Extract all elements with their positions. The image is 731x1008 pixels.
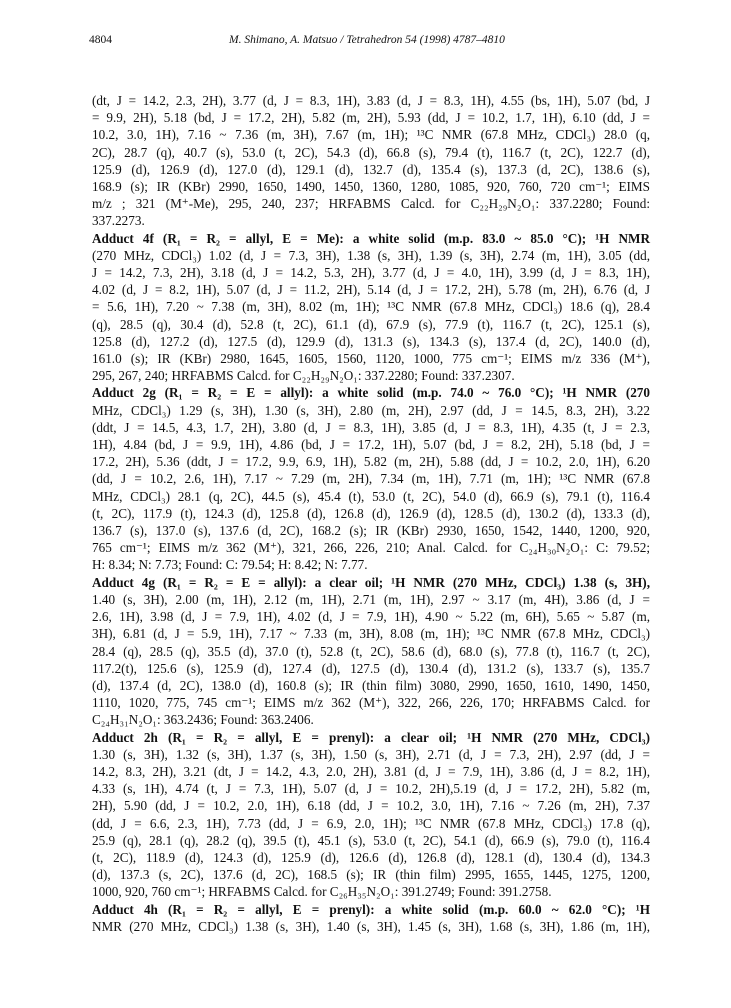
text-line-adduct-2g: Adduct 2g (R₁ = R₂ = E = allyl): a white solid (m.p. 74.0 ~ 76.0 °C); ¹H NMR (270 xyxy=(92,385,650,401)
text-line: 1110, 1020, 775, 745 cm⁻¹; EIMS m/z 362 (M⁺), 322, 266, 226, 170; HRFABMS Calcd. for xyxy=(92,695,650,711)
text-line: 125.8 (d), 127.2 (d), 127.5 (d), 129.9 (d), 131.3 (s), 134.3 (s), 137.4 (d, 2C), 140.0 (d), xyxy=(92,333,650,349)
text-line-adduct-4h: Adduct 4h (R₁ = R₂ = allyl, E = prenyl): a white solid (m.p. 60.0 ~ 62.0 °C); ¹H xyxy=(92,901,650,917)
text-line: = 5.6, 1H), 7.20 ~ 7.38 (m, 3H), 8.02 (m, 1H); ¹³C NMR (67.8 MHz, CDCl₃) 18.6 (q), 28.4 xyxy=(92,299,650,315)
text-line: 2H), 5.90 (dd, J = 10.2, 2.0, 1H), 6.18 (dd, J = 10.2, 3.0, 1H), 7.16 ~ 7.26 (m, 2H), 7.37 xyxy=(92,798,650,814)
page-number: 4804 xyxy=(89,34,112,46)
text-line: (t, 2C), 117.9 (t), 124.3 (d), 125.8 (d), 126.8 (d), 126.9 (d), 128.5 (d), 130.2 (d), 133.3 (d), xyxy=(92,505,650,521)
text-line: 117.2(t), 125.6 (s), 125.9 (d), 127.4 (d), 127.5 (d), 130.4 (d), 131.2 (s), 133.7 (s), 135.7 xyxy=(92,660,650,676)
text-line: (dd, J = 6.6, 2.3, 1H), 7.73 (dd, J = 6.9, 2.0, 1H); ¹³C NMR (67.8 MHz, CDCl₃) 17.8 (q), xyxy=(92,815,650,831)
text-line: NMR (270 MHz, CDCl₃) 1.38 (s, 3H), 1.40 (s, 3H), 1.45 (s, 3H), 1.68 (s, 3H), 1.86 (m, 1H), xyxy=(92,918,650,934)
text-line: 2.6, 1H), 3.98 (d, J = 7.9, 1H), 4.02 (d, J = 7.9, 1H), 4.90 ~ 5.22 (m, 6H), 5.65 ~ 5.87 (m, xyxy=(92,609,650,625)
text-line: 17.2, 2H), 5.36 (ddt, J = 17.2, 9.9, 6.9, 1H), 5.82 (m, 2H), 5.88 (dd, J = 10.2, 2.0, 1H), 6.20 xyxy=(92,454,650,470)
text-line: C₂₄H₃₁N₂O₁: 363.2436; Found: 363.2406. xyxy=(92,712,314,728)
text-line: 125.9 (d), 126.9 (d), 127.0 (d), 129.1 (d), 132.7 (d), 135.4 (s), 137.3 (d, 2C), 138.6 (s), xyxy=(92,161,650,177)
text-line: 1000, 920, 760 cm⁻¹; HRFABMS Calcd. for C₂₆H₃₅N₂O₁: 391.2749; Found: 391.2758. xyxy=(92,884,552,900)
text-line-adduct-4g: Adduct 4g (R₁ = R₂ = E = allyl): a clear oil; ¹H NMR (270 MHz, CDCl₃) 1.38 (s, 3H), xyxy=(92,574,650,590)
text-line: MHz, CDCl₃) 28.1 (q, 2C), 44.5 (s), 45.4 (t), 53.0 (t, 2C), 54.0 (d), 66.9 (s), 79.1 (t), 116.4 xyxy=(92,488,650,504)
text-line: 295, 267, 240; HRFABMS Calcd. for C₂₂H₂₉N₂O₁: 337.2280; Found: 337.2307. xyxy=(92,368,515,384)
text-line-adduct-2h: Adduct 2h (R₁ = R₂ = allyl, E = prenyl): a clear oil; ¹H NMR (270 MHz, CDCl₃) xyxy=(92,729,650,745)
text-line: H: 8.34; N: 7.73; Found: C: 79.54; H: 8.42; N: 7.77. xyxy=(92,557,368,573)
experimental-text xyxy=(92,92,650,935)
text-line: (270 MHz, CDCl₃) 1.02 (d, J = 7.3, 3H), 1.38 (s, 3H), 1.39 (s, 3H), 2.74 (m, 1H), 3.05 (dd, xyxy=(92,247,650,263)
text-line: 1H), 4.84 (bd, J = 9.9, 1H), 4.86 (bd, J = 17.2, 1H), 5.07 (bd, J = 8.2, 2H), 5.18 (bd, J = xyxy=(92,437,650,453)
text-line: = 9.9, 2H), 5.18 (bd, J = 17.2, 2H), 5.82 (m, 2H), 5.93 (dd, J = 10.2, 1.7, 1H), 6.10 (dd, J = xyxy=(92,110,650,126)
text-line: (t, 2C), 118.9 (d), 124.3 (d), 125.9 (d), 126.6 (d), 126.8 (d), 128.1 (d), 130.4 (d), 134.3 xyxy=(92,849,650,865)
text-line: 28.4 (q), 28.5 (q), 35.5 (d), 37.0 (t), 52.8 (t, 2C), 58.6 (d), 68.0 (s), 77.8 (t), 116.7 (t, 2C), xyxy=(92,643,650,659)
text-line: 2C), 28.7 (q), 40.7 (s), 53.0 (t, 2C), 54.3 (d), 66.8 (s), 79.4 (t), 116.7 (t, 2C), 122.7 (d), xyxy=(92,144,650,160)
text-line: 14.2, 8.3, 2H), 3.21 (dt, J = 14.2, 4.3, 2.0, 2H), 3.81 (d, J = 7.9, 1H), 3.86 (d, J = 8.2, 1H), xyxy=(92,763,650,779)
text-line: (q), 28.5 (q), 30.4 (d), 52.8 (t, 2C), 61.1 (d), 67.9 (s), 77.9 (t), 116.7 (t, 2C), 125.1 (s), xyxy=(92,316,650,332)
text-line: (d), 137.3 (s, 2C), 137.6 (d, 2C), 168.5 (s); IR (thin film) 2995, 1655, 1445, 1275, 1200, xyxy=(92,867,650,883)
text-line: (dd, J = 10.2, 2.6, 1H), 7.17 ~ 7.29 (m, 2H), 7.34 (m, 1H), 7.71 (m, 1H); ¹³C NMR (67.8 xyxy=(92,471,650,487)
text-line: 3H), 6.81 (d, J = 5.9, 1H), 7.17 ~ 7.33 (m, 3H), 8.08 (m, 1H); ¹³C NMR (67.8 MHz, CDCl₃) xyxy=(92,626,650,642)
text-line: m/z ; 321 (M⁺-Me), 295, 240, 237; HRFABMS Calcd. for C₂₂H₂₉N₂O₁: 337.2280; Found: xyxy=(92,196,650,212)
text-line: MHz, CDCl₃) 1.29 (s, 3H), 1.30 (s, 3H), 2.80 (m, 2H), 2.97 (dd, J = 14.5, 8.3, 2H), 3.22 xyxy=(92,402,650,418)
text-line: 10.2, 3.0, 1H), 7.16 ~ 7.36 (m, 3H), 7.67 (m, 1H); ¹³C NMR (67.8 MHz, CDCl₃) 28.0 (q, xyxy=(92,127,650,143)
text-line: 25.9 (q), 28.1 (q), 28.2 (q), 39.5 (t), 45.1 (s), 53.0 (t, 2C), 54.1 (d), 66.9 (s), 79.0 (t), 116.4 xyxy=(92,832,650,848)
text-line: 4.33 (s, 1H), 4.74 (t, J = 7.3, 1H), 5.07 (d, J = 10.2, 2H),5.19 (d, J = 17.2, 2H), 5.82 (m, xyxy=(92,781,650,797)
text-line: 765 cm⁻¹; EIMS m/z 362 (M⁺), 321, 266, 226, 210; Anal. Calcd. for C₂₄H₃₀N₂O₁: C: 79.52; xyxy=(92,540,650,556)
text-line: (ddt, J = 14.5, 4.3, 1.7, 2H), 3.80 (d, J = 8.3, 1H), 3.85 (d, J = 8.3, 1H), 4.35 (t, J = 2.3, xyxy=(92,419,650,435)
text-line: (d), 137.4 (d, 2C), 138.0 (d), 160.8 (s); IR (thin film) 3080, 2990, 1650, 1610, 1490, 1450, xyxy=(92,677,650,693)
text-line: (dt, J = 14.2, 2.3, 2H), 3.77 (d, J = 8.3, 1H), 3.83 (d, J = 8.3, 1H), 4.55 (bs, 1H), 5.07 (bd, J xyxy=(92,93,650,108)
text-line: 4.02 (d, J = 8.2, 1H), 5.07 (d, J = 11.2, 2H), 5.14 (d, J = 17.2, 2H), 5.78 (m, 2H), 6.76 (d, J xyxy=(92,282,650,298)
text-line: J = 14.2, 7.3, 2H), 3.18 (d, J = 14.2, 5.3, 2H), 3.77 (d, J = 4.0, 1H), 3.99 (d, J = 8.3, 1H), xyxy=(92,265,650,281)
text-line: 161.0 (s); IR (KBr) 2980, 1645, 1605, 1560, 1120, 1000, 775 cm⁻¹; EIMS m/z 336 (M⁺), xyxy=(92,351,650,367)
text-line: 337.2273. xyxy=(92,213,145,229)
text-line: 1.40 (s, 3H), 2.00 (m, 1H), 2.12 (m, 1H), 2.71 (m, 1H), 2.97 ~ 3.17 (m, 4H), 3.86 (d, J = xyxy=(92,591,650,607)
text-line-adduct-4f: Adduct 4f (R₁ = R₂ = allyl, E = Me): a white solid (m.p. 83.0 ~ 85.0 °C); ¹H NMR xyxy=(92,230,650,246)
text-line: 168.9 (s); IR (KBr) 2990, 1650, 1490, 1450, 1360, 1280, 1085, 920, 760, 720 cm⁻¹; EIMS xyxy=(92,179,650,195)
text-line: 136.7 (s), 137.0 (s), 137.6 (d, 2C), 168.2 (s); IR (KBr) 2930, 1650, 1542, 1440, 1200, 920, xyxy=(92,523,650,539)
page-header xyxy=(89,34,649,52)
text-line: 1.30 (s, 3H), 1.32 (s, 3H), 1.37 (s, 3H), 1.50 (s, 3H), 2.71 (d, J = 7.3, 2H), 2.97 (dd, J = xyxy=(92,746,650,762)
running-title: M. Shimano, A. Matsuo / Tetrahedron 54 (1998) 4787–4810 xyxy=(229,34,505,46)
